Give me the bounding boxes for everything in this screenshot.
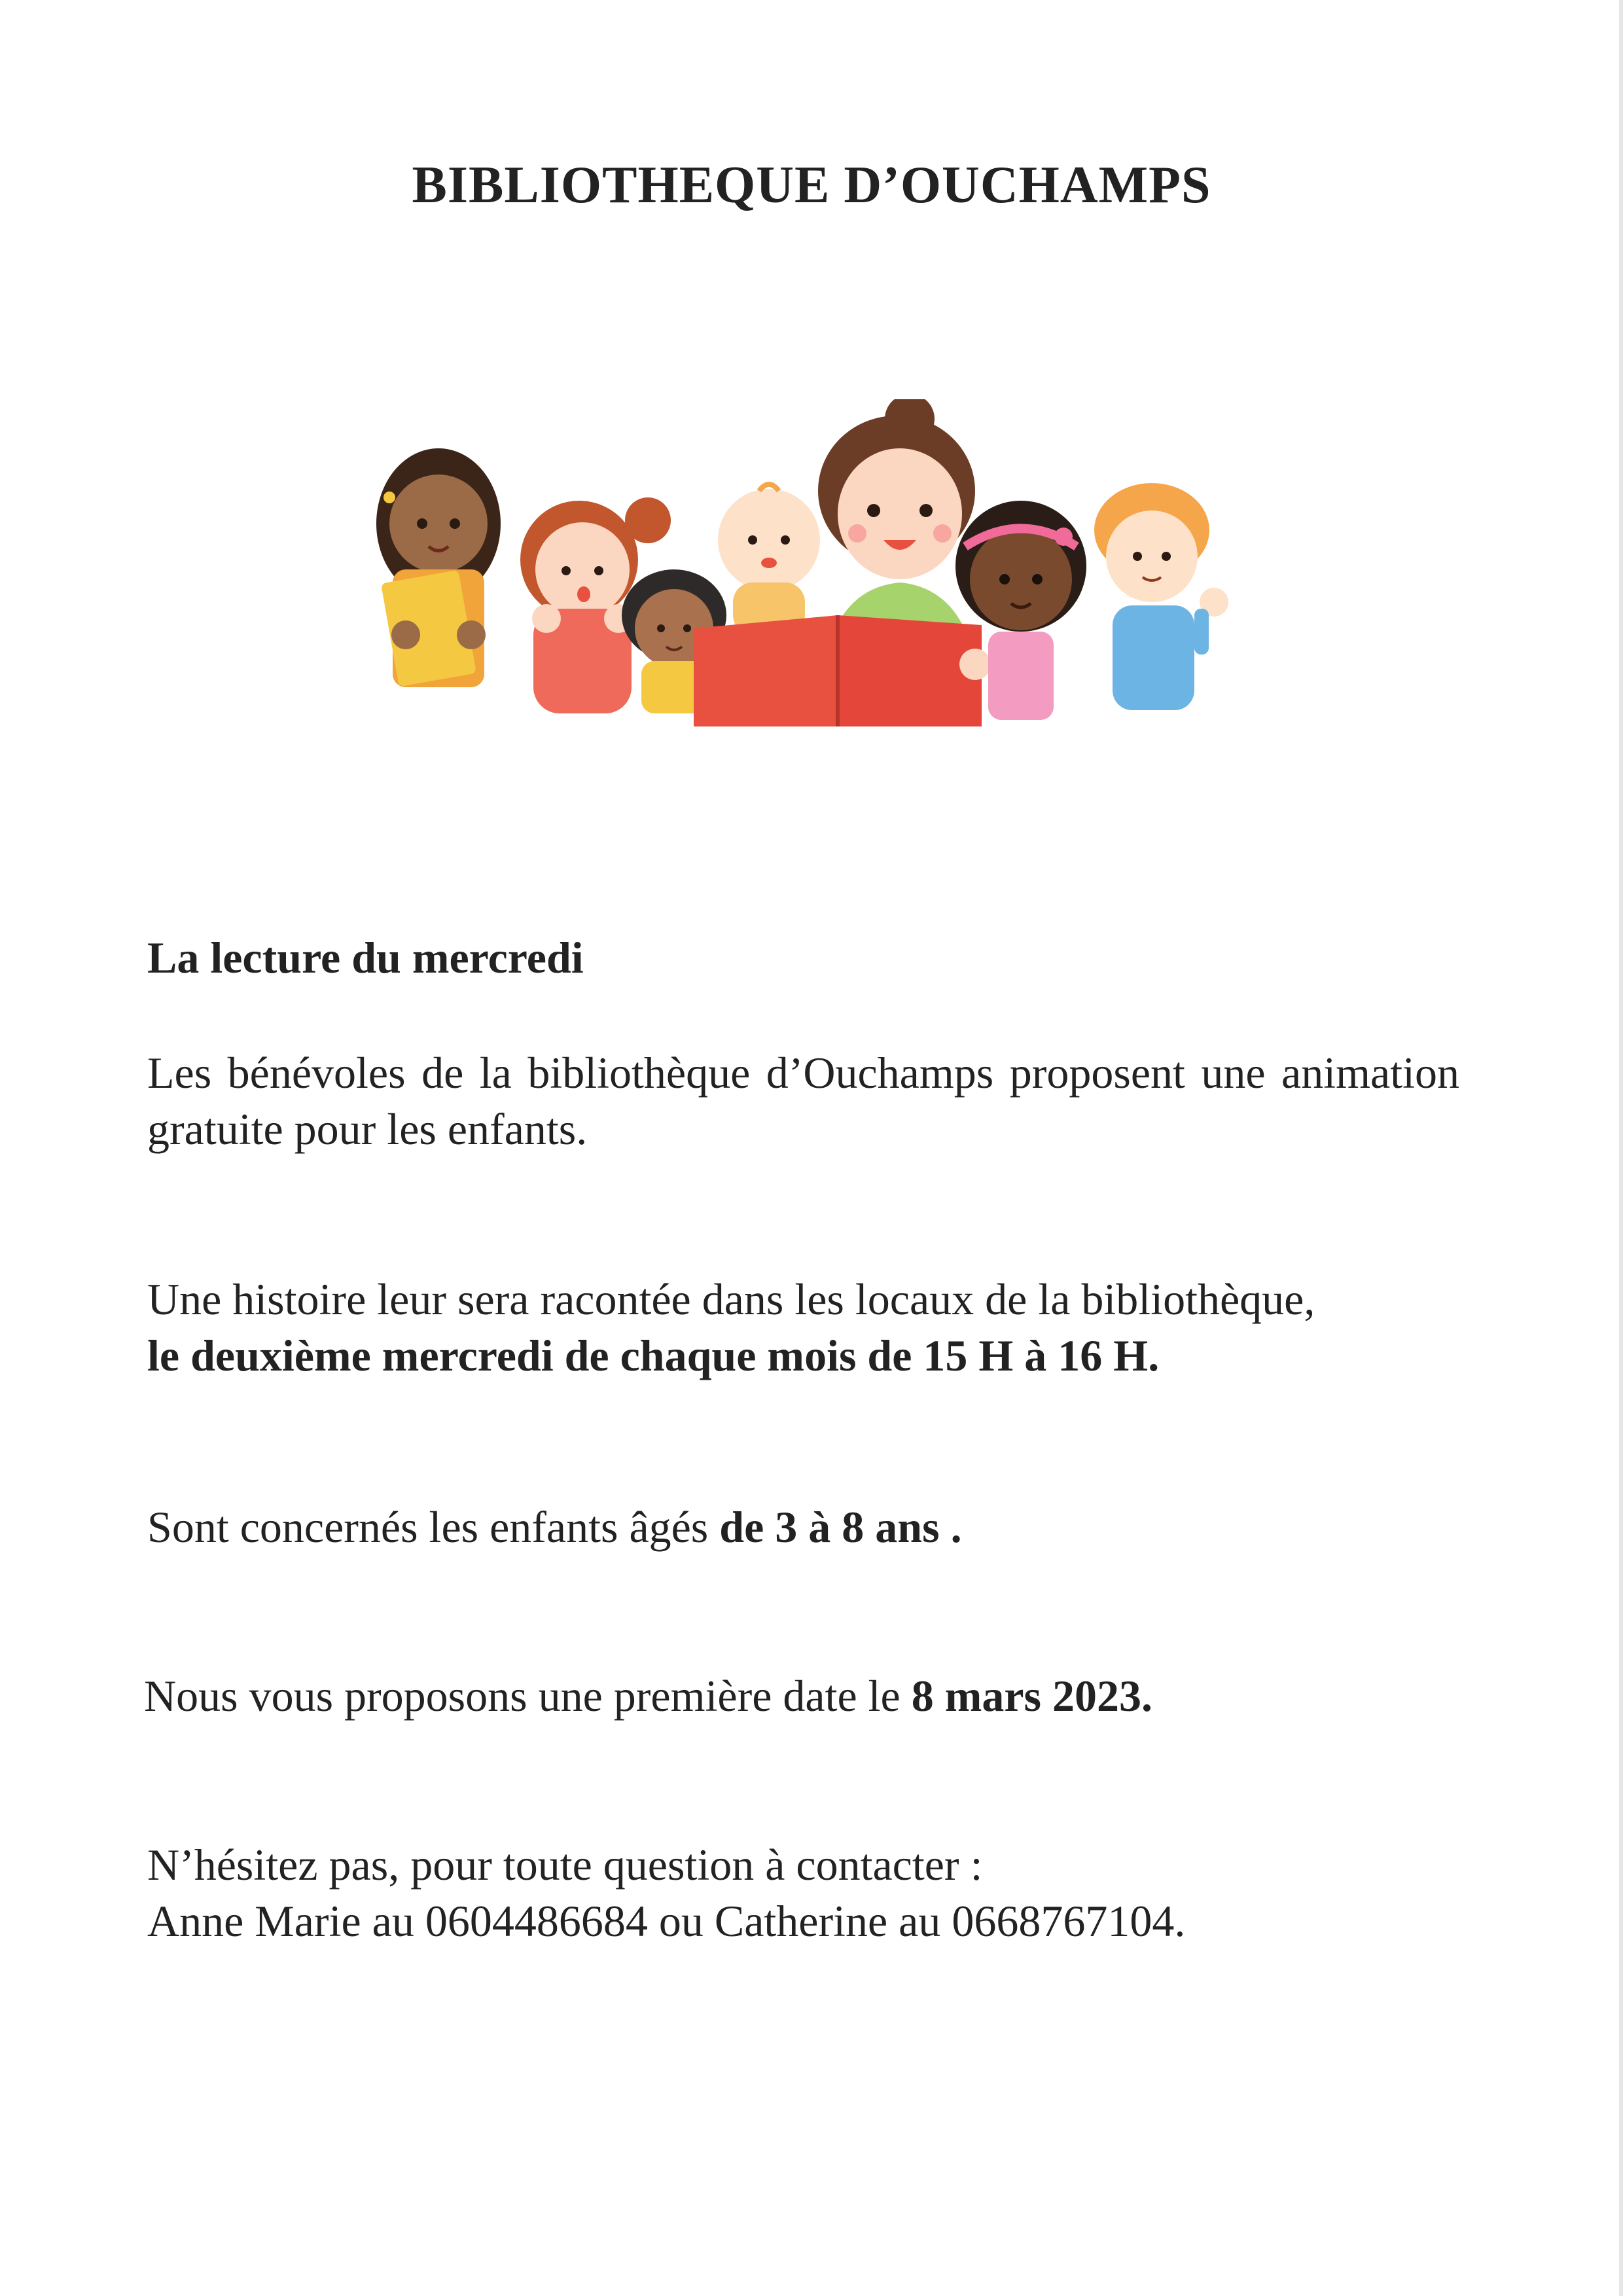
paragraph-story	[147, 1271, 1459, 1384]
ages-text: Sont concernés les enfants âgés	[147, 1502, 720, 1552]
first-date-value: 8 mars 2023.	[911, 1671, 1153, 1721]
contact-phones: Anne Marie au 0604486684 ou Catherine au 0668767104.	[147, 1896, 1186, 1946]
story-text: Une histoire leur sera racontée dans les locaux de la bibliothèque,	[147, 1274, 1315, 1324]
red-book	[694, 615, 991, 726]
paragraph-volunteers: Les bénévoles de la bibliothèque d’Ouchamps proposent une animation gratuite pour les enfants.	[147, 1048, 1459, 1154]
first-date-text: Nous vous proposons une première date le	[144, 1671, 912, 1721]
girl-with-yellow-book	[376, 448, 501, 687]
ages-range: de 3 à 8 ans .	[719, 1502, 962, 1552]
section-heading: La lecture du mercredi	[147, 933, 584, 982]
paragraph-ages	[147, 1499, 1459, 1555]
scan-edge	[1619, 0, 1623, 2296]
paragraph-first-date	[144, 1668, 1456, 1724]
page-title: BIBLIOTHEQUE D’OUCHAMPS	[412, 156, 1211, 214]
story-schedule: le deuxième mercredi de chaque mois de 15 H à 16 H.	[147, 1331, 1160, 1380]
children-reading-book-illustration	[366, 399, 1243, 740]
baby	[718, 484, 820, 635]
contact-intro: N’hésitez pas, pour toute question à contacter :	[147, 1840, 983, 1890]
paragraph-contact	[147, 1837, 1459, 1949]
boy-waving	[1094, 483, 1228, 710]
